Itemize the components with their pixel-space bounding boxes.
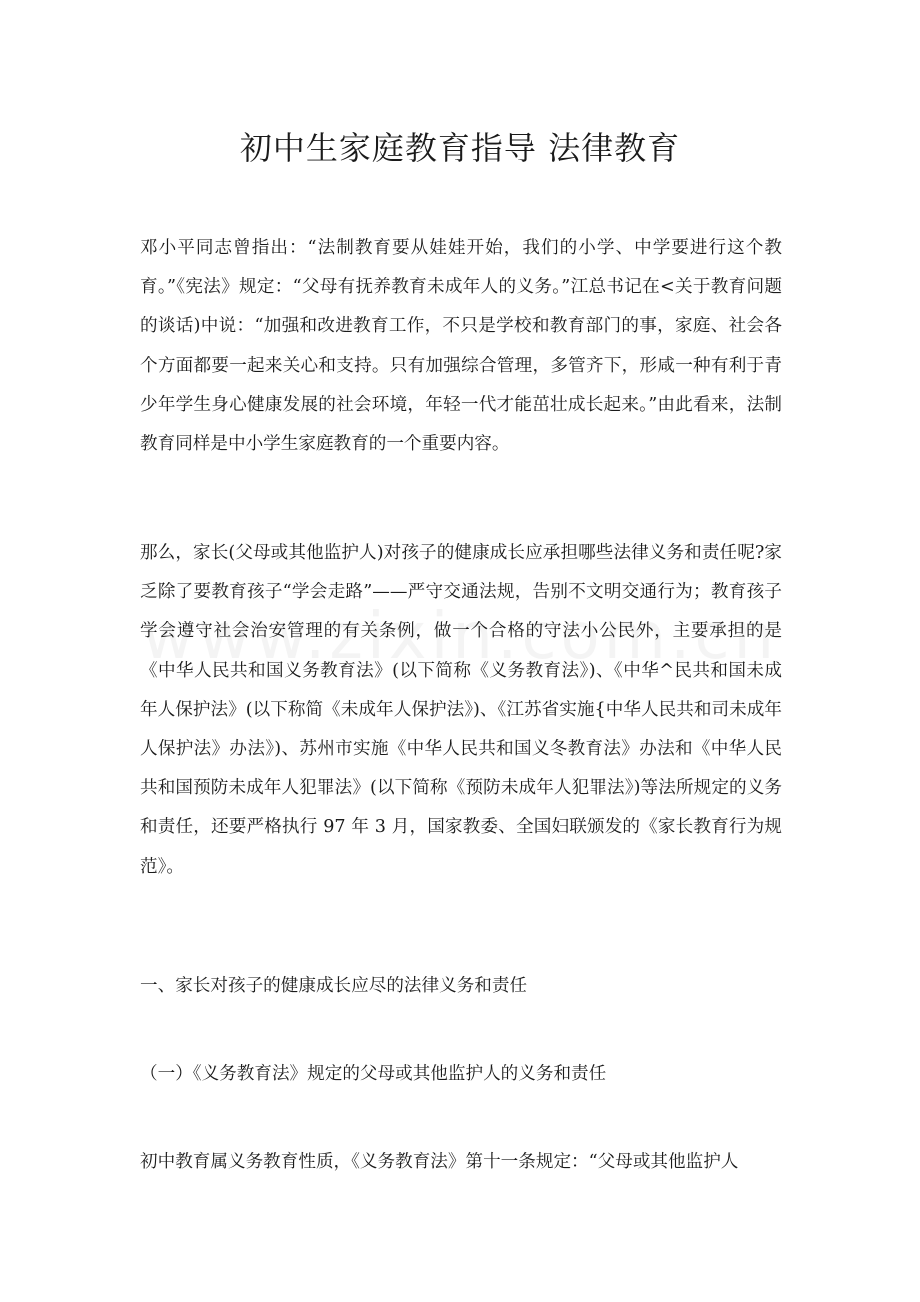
paragraph-article-11: 初中教育属义务教育性质，《义务教育法》第十一条规定：“父母或其他监护人 — [140, 1152, 739, 1172]
document-title: 初中生家庭教育指导 法律教育 — [239, 129, 681, 167]
paragraph-intro: 邓小平同志曾指出：“法制教育要从娃娃开始，我们的小学、中学要进行这个教育。”《宪法》规定：“父母有抚养教育未成年人的义务。”江总书记在<关于教育问题的谈话)中说：“加强和改进教育工作，不只是学校和教育部门的事，家庭、社会各个方面都要一起来关心和支持。只有加强综合管理，多管齐下，形咸一种有利于青少年学生身心健康发展的社会环境，年轻一代才能茁壮成长起来。”由此看来，法制教育同样是中小学生家庭教育的一个重要内容。 — [140, 238, 782, 455]
subsection-heading: （一）《义务教育法》规定的父母或其他监护人的义务和责任 — [140, 1064, 607, 1084]
section-heading: 一、家长对孩子的健康成长应尽的法律义务和责任 — [140, 976, 528, 996]
paragraph-obligations: 那么，家长(父母或其他监护人)对孩子的健康成长应承担哪些法律义务和责任呢?家乏除了要教育孩子“学会走路”——严守交通法规，告别不文明交通行为；教育孩子学会遵守社会治安管理的有关条例，做一个合格的守法小公民外，主要承担的是《中华人民共和国义务教育法》(以下简称《义务教育法》)、《中华^民共和国未成年人保护法》(以下称简《未成年人保护法》)、《江苏省实施{中华人民共和司未成年人保护法》办法》)、苏州市实施《中华人民共和国义冬教育法》办法和《中华人民共和国预防未成年人犯罪法》(以下简称《预防未成年人犯罪法》)等法所规定的义务和责任，还要严格执行 97 年 3 月，国家教委、全国妇联颁发的《家长教育行为规范》。 — [140, 543, 782, 877]
